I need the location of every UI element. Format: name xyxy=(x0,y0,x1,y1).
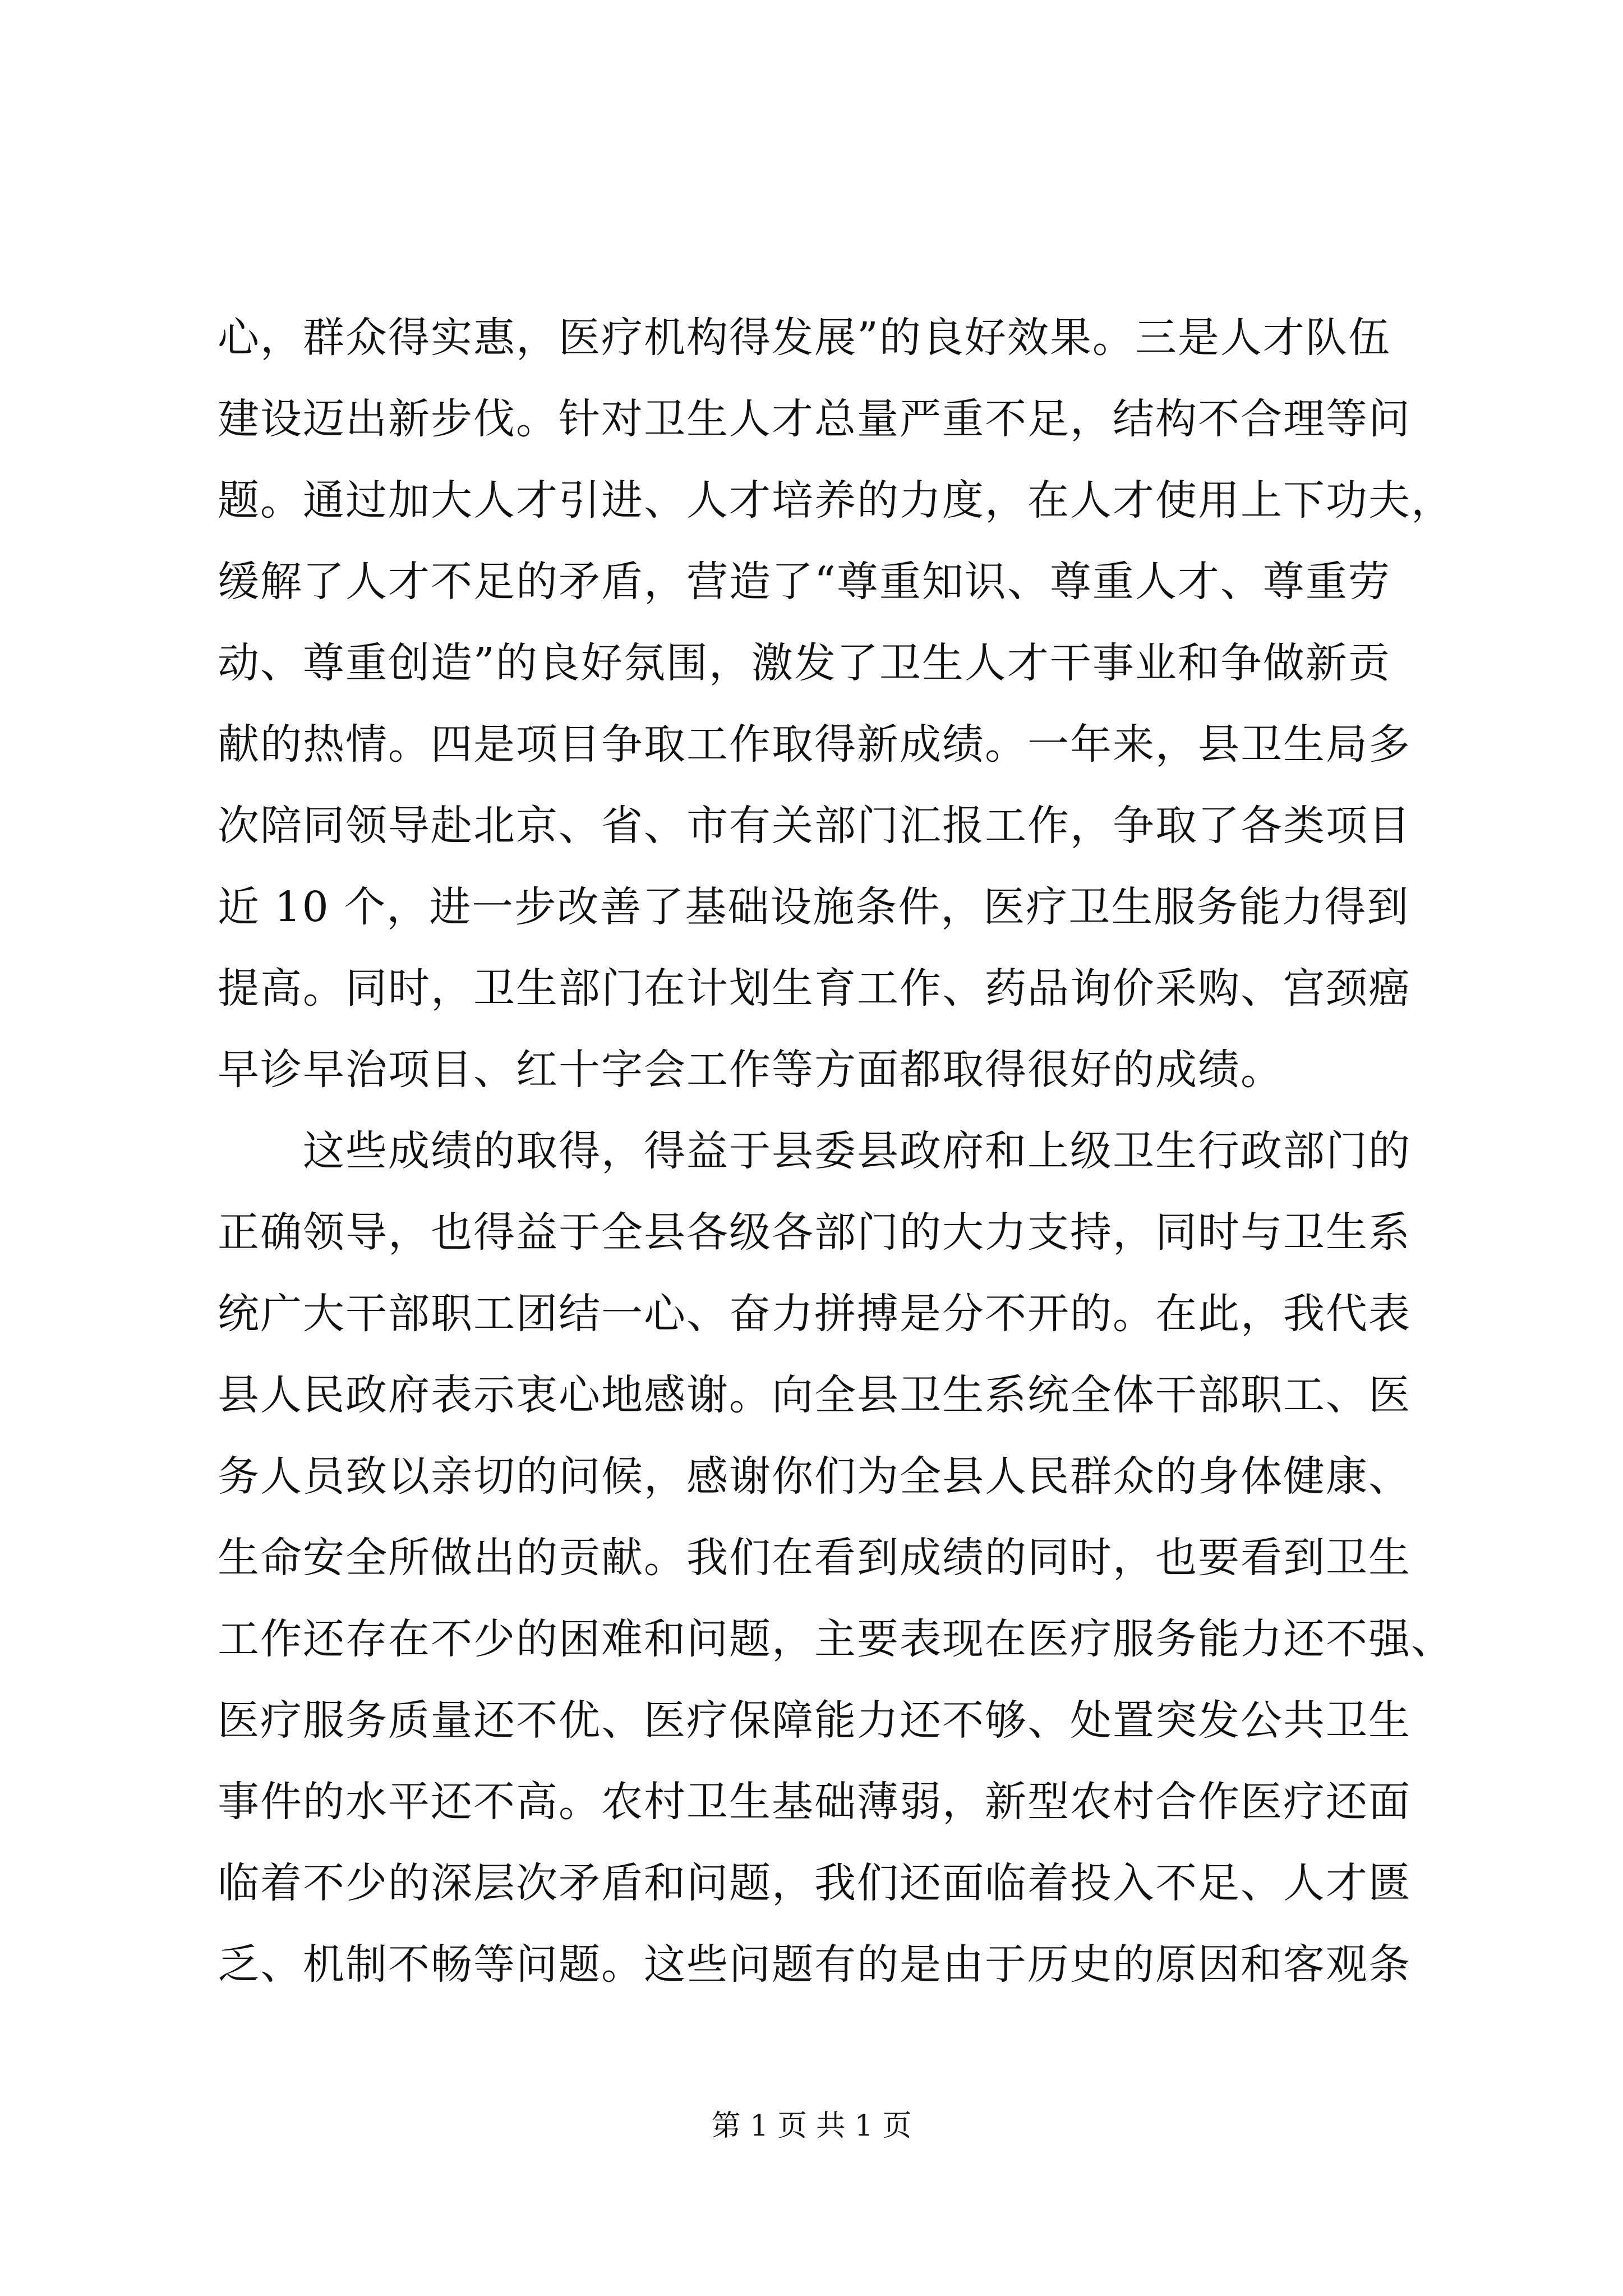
text-line: 事件的水平还不高。农村卫生基础薄弱，新型农村合作医疗还面 xyxy=(218,1778,1411,1826)
text-line: 县人民政府表示衷心地感谢。向全县卫生系统全体干部职工、医 xyxy=(218,1371,1411,1419)
text-line: 建设迈出新步伐。针对卫生人才总量严重不足，结构不合理等问 xyxy=(218,395,1411,443)
text-line: 统广大干部职工团结一心、奋力拼搏是分不开的。在此，我代表 xyxy=(218,1290,1411,1338)
text-line: 乏、机制不畅等问题。这些问题有的是由于历史的原因和客观条 xyxy=(218,1940,1411,1989)
text-line: 临着不少的深层次矛盾和问题，我们还面临着投入不足、人才匮 xyxy=(218,1859,1411,1907)
text-line: 动、尊重创造”的良好氛围，激发了卫生人才干事业和争做新贡 xyxy=(218,639,1391,687)
text-line: 医疗服务质量还不优、医疗保障能力还不够、处置突发公共卫生 xyxy=(218,1696,1411,1745)
text-line: 生命安全所做出的贡献。我们在看到成绩的同时，也要看到卫生 xyxy=(218,1534,1411,1582)
text-line: 次陪同领导赴北京、省、市有关部门汇报工作，争取了各类项目 xyxy=(218,802,1411,850)
text-line: 工作还存在不少的困难和问题，主要表现在医疗服务能力还不强、 xyxy=(218,1615,1454,1663)
text-line: 近 10 个，进一步改善了基础设施条件，医疗卫生服务能力得到 xyxy=(218,883,1410,931)
page-number-footer: 第 1 页 共 1 页 xyxy=(711,2109,912,2143)
text-line: 献的热情。四是项目争取工作取得新成绩。一年来，县卫生局多 xyxy=(218,720,1411,769)
text-line: 心，群众得实惠，医疗机构得发展”的良好效果。三是人才队伍 xyxy=(218,314,1391,362)
body-text xyxy=(218,297,1454,2005)
text-line: 早诊早治项目、红十字会工作等方面都取得很好的成绩。 xyxy=(218,1046,1283,1094)
text-line: 提高。同时，卫生部门在计划生育工作、药品询价采购、宫颈癌 xyxy=(218,964,1411,1013)
text-line: 缓解了人才不足的矛盾，营造了“尊重知识、尊重人才、尊重劳 xyxy=(218,558,1391,606)
text-line: 题。通过加大人才引进、人才培养的力度，在人才使用上下功夫， xyxy=(218,476,1454,524)
text-line: 这些成绩的取得，得益于县委县政府和上级卫生行政部门的 xyxy=(218,1127,1411,1175)
text-line: 务人员致以亲切的问候，感谢你们为全县人民群众的身体健康、 xyxy=(218,1452,1411,1501)
text-line: 正确领导，也得益于全县各级各部门的大力支持，同时与卫生系 xyxy=(218,1208,1411,1257)
